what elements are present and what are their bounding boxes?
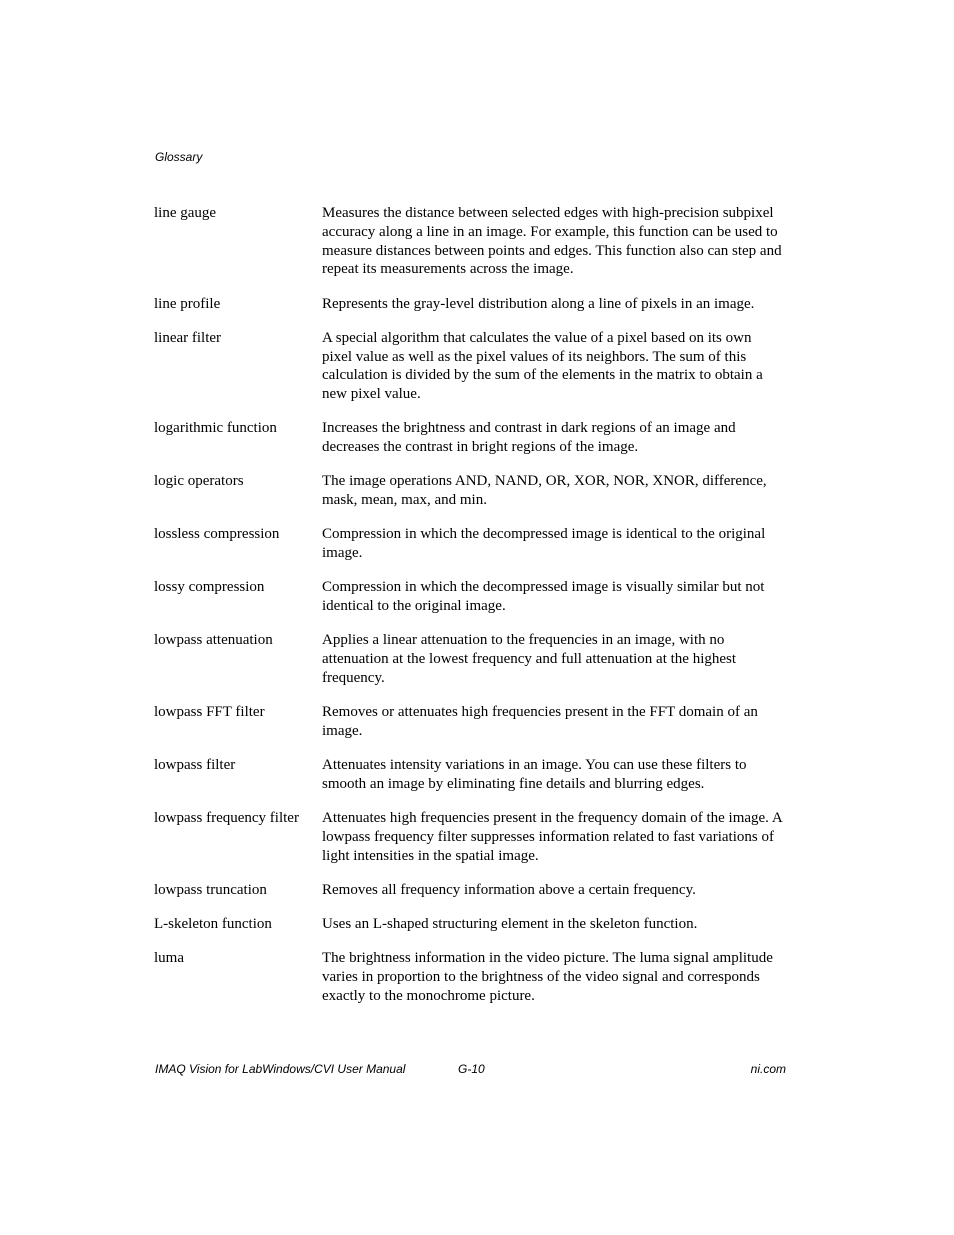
- glossary-definition: Removes all frequency information above a certain frequency.: [322, 881, 696, 898]
- glossary-entry: [154, 631, 794, 687]
- glossary-term: luma: [154, 950, 184, 967]
- glossary-term: line gauge: [154, 205, 217, 221]
- running-header: Glossary: [155, 150, 203, 164]
- glossary-term: lossless compression: [154, 526, 280, 543]
- glossary-term: lowpass FFT filter: [154, 704, 265, 721]
- footer-page-number: G-10: [458, 1062, 485, 1076]
- glossary-entry: [154, 809, 794, 865]
- glossary-term: lowpass attenuation: [154, 632, 273, 649]
- glossary-definition: Removes or attenuates high frequencies present in the FFT domain of an image.: [322, 704, 758, 739]
- footer-manual-title: IMAQ Vision for LabWindows/CVI User Manual: [155, 1062, 406, 1076]
- glossary-definition: Increases the brightness and contrast in dark regions of an image and decreases the contrast in bright regions of the image.: [322, 420, 736, 456]
- glossary-definition: Measures the distance between selected edges with high-precision subpixel accuracy along a line in an image. For example, this function can be used to measure distances between points and edges. This function also can step and repeat its measurements across the image.: [322, 205, 782, 278]
- glossary-term: logarithmic function: [154, 420, 277, 437]
- glossary-term: lowpass frequency filter: [154, 810, 299, 827]
- glossary-entry: [154, 756, 794, 794]
- glossary-definition: Applies a linear attenuation to the frequencies in an image, with no attenuation at the lowest frequency and full attenuation at the highest frequency.: [322, 632, 737, 686]
- glossary-list: [154, 204, 794, 1021]
- glossary-term: lossy compression: [154, 579, 265, 596]
- glossary-entry: [154, 949, 794, 1005]
- glossary-entry: [154, 525, 794, 563]
- page-footer: [155, 1062, 786, 1078]
- glossary-definition: Attenuates intensity variations in an image. You can use these filters to smooth an image by eliminating fine details and blurring edges.: [322, 757, 747, 792]
- glossary-term: lowpass truncation: [154, 881, 267, 898]
- glossary-term: lowpass filter: [154, 757, 236, 774]
- glossary-entry: [154, 204, 794, 279]
- glossary-definition: Compression in which the decompressed image is identical to the original image.: [322, 526, 766, 562]
- glossary-term: logic operators: [154, 473, 244, 490]
- glossary-definition: Uses an L-shaped structuring element in the skeleton function.: [322, 916, 698, 932]
- glossary-definition: A special algorithm that calculates the value of a pixel based on its own pixel value as well as the pixel values of its neighbors. The sum of this calculation is divided by the sum of the elements in the matrix to obtain a new pixel value.: [322, 329, 763, 403]
- glossary-entry: [154, 419, 794, 457]
- glossary-entry: [154, 578, 794, 616]
- glossary-entry: [154, 295, 794, 314]
- glossary-entry: [154, 472, 794, 510]
- glossary-definition: The brightness information in the video picture. The luma signal amplitude varies in proportion to the brightness of the video signal and corresponds exactly to the monochrome picture.: [322, 950, 773, 1004]
- glossary-entry: [154, 881, 794, 900]
- glossary-entry: [154, 703, 794, 741]
- glossary-term: L-skeleton function: [154, 916, 272, 932]
- glossary-definition: Compression in which the decompressed image is visually similar but not identical to the original image.: [322, 579, 765, 615]
- glossary-definition: Represents the gray-level distribution along a line of pixels in an image.: [322, 295, 755, 312]
- glossary-entry: [154, 329, 794, 404]
- glossary-definition: The image operations AND, NAND, OR, XOR, NOR, XNOR, difference, mask, mean, max, and min.: [322, 473, 767, 509]
- glossary-term: line profile: [154, 295, 221, 312]
- glossary-term: linear filter: [154, 329, 222, 346]
- glossary-definition: Attenuates high frequencies present in the frequency domain of the image. A lowpass frequency filter suppresses information related to fast variations of light intensities in the spatial image.: [322, 810, 782, 864]
- footer-website: ni.com: [750, 1062, 786, 1076]
- glossary-entry: [154, 915, 794, 934]
